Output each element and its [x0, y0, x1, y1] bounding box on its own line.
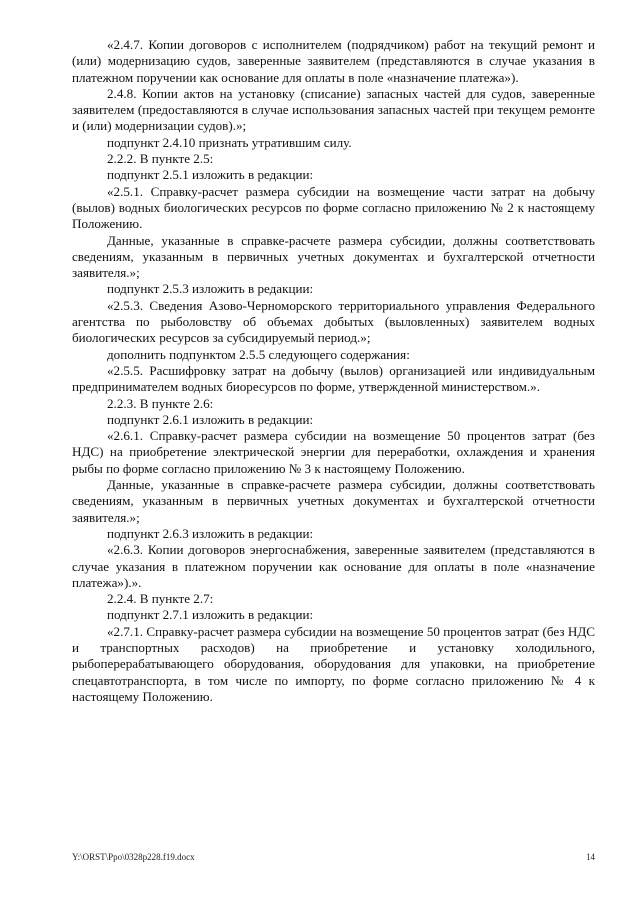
paragraph: подпункт 2.6.3 изложить в редакции: — [107, 525, 314, 541]
paragraph: «2.4.7. Копии договоров с исполнителем (подрядчиком) работ на текущий ремонт и (или) модернизацию судов, заверенные заявителем (представляются в случае указания в платежном поручении как основание для оплаты в поле «назначение платежа»). — [72, 37, 595, 85]
paragraph: «2.5.1. Справку-расчет размера субсидии на возмещение части затрат на добычу (вылов) водных биологических ресурсов по форме согласно приложению № 2 к настоящему Положению. — [72, 183, 595, 232]
paragraph: 2.2.2. В пункте 2.5: — [107, 151, 214, 167]
paragraph: дополнить подпунктом 2.5.5 следующего содержания: — [107, 346, 410, 362]
paragraph: «2.5.5. Расшифровку затрат на добычу (вылов) организацией или индивидуальным предпринимателем водных биоресурсов по форме, утвержденной министерством.». — [72, 362, 595, 395]
paragraph: «2.5.3. Сведения Азово-Черноморского территориального управления Федерального агентства по рыболовству об объемах добытых (выловленных) заявителем водных биологических ресурсов за субсидируемый период.»; — [72, 297, 595, 346]
paragraph: 2.4.8. Копии актов на установку (списание) запасных частей для судов, заверенные заявителем (предоставляются в случае использования запасных частей при текущем ремонте и (или) модернизации судов).»; — [72, 85, 595, 134]
footer-file-path: Y:\ORST\Ppo\0328p228.f19.docx — [72, 852, 195, 862]
paragraph: Данные, указанные в справке-расчете размера субсидии, должны соответствовать сведениям, указанным в первичных учетных документах и бухгалтерской отчетности заявителя.»; — [72, 232, 595, 281]
paragraph: подпункт 2.4.10 признать утратившим силу. — [107, 134, 352, 150]
document-body — [72, 37, 595, 705]
paragraph: «2.6.1. Справку-расчет размера субсидии на возмещение 50 процентов затрат (без НДС) на приобретение электрической энергии для переработки, охлаждения и хранения рыбы по форме согласно приложению № 3 к настоящему Положению. — [72, 428, 595, 476]
paragraph: подпункт 2.5.3 изложить в редакции: — [107, 281, 314, 297]
paragraph: 2.2.4. В пункте 2.7: — [107, 591, 214, 607]
paragraph: подпункт 2.6.1 изложить в редакции: — [107, 411, 314, 427]
paragraph: «2.6.3. Копии договоров энергоснабжения, заверенные заявителем (представляются в случае указания в платежном поручении как основание для оплаты в поле «назначение платежа»).». — [72, 542, 595, 590]
paragraph: Данные, указанные в справке-расчете размера субсидии, должны соответствовать сведениям, указанным в первичных учетных документах и бухгалтерской отчетности заявителя.»; — [72, 477, 595, 525]
paragraph: подпункт 2.5.1 изложить в редакции: — [107, 167, 314, 183]
page-number: 14 — [586, 852, 595, 862]
paragraph: 2.2.3. В пункте 2.6: — [107, 395, 214, 411]
paragraph: подпункт 2.7.1 изложить в редакции: — [107, 607, 314, 623]
paragraph: «2.7.1. Справку-расчет размера субсидии на возмещение 50 процентов затрат (без НДС и транспортных расходов) на приобретение и установку холодильного, рыбоперерабатывающего оборудования, оборудования для упаковки, на приобретение спецавтотранспорта, в том числе по импорту, по форме согласно приложению № 4 к настоящему Положению. — [72, 623, 595, 704]
